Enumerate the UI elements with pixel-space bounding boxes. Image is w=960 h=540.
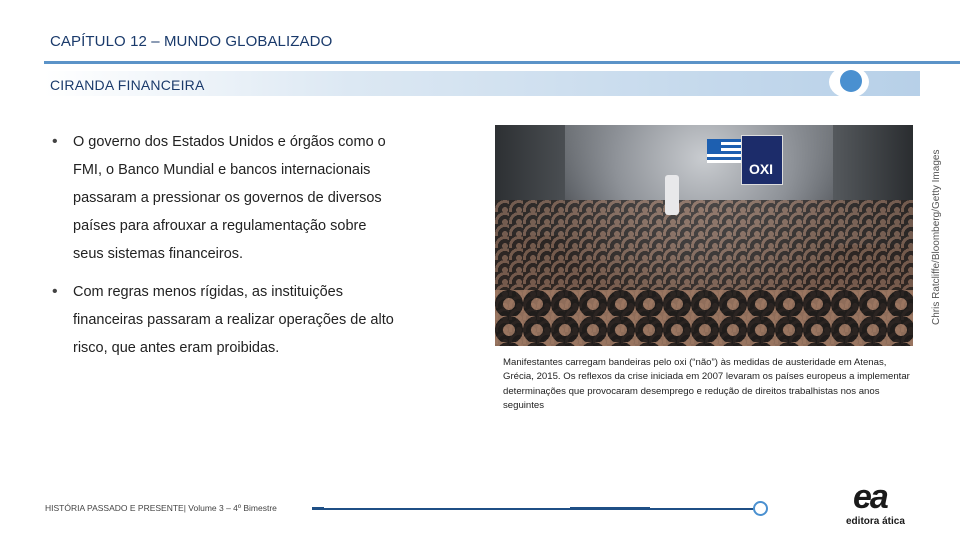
bullet-marker: • xyxy=(52,133,58,150)
bullet-item-2 xyxy=(52,278,452,362)
editora-logo-icon: ea xyxy=(853,478,887,516)
bullet-line: financeiras passaram a realizar operações de alto xyxy=(73,312,394,328)
bullet-line: Com regras menos rígidas, as instituições xyxy=(73,284,343,300)
bullet-line: risco, que antes eram proibidas. xyxy=(73,340,280,356)
photo-crowd-front xyxy=(495,290,913,346)
bullet-marker: • xyxy=(52,283,58,300)
bullet-line: passaram a pressionar os governos de diversos xyxy=(73,190,382,206)
bullet-line: países para afrouxar a regulamentação sobre xyxy=(73,218,367,234)
bullet-line: FMI, o Banco Mundial e bancos internacionais xyxy=(73,162,371,178)
protest-photo xyxy=(495,125,913,346)
bullet-line: O governo dos Estados Unidos e órgãos como o xyxy=(73,134,386,150)
section-circle-icon xyxy=(840,70,862,92)
protest-sign-text: OXI xyxy=(748,161,774,177)
editora-logo-text: editora ática xyxy=(846,516,905,527)
bullet-line: seus sistemas financeiros. xyxy=(73,246,244,262)
footer-line-accent xyxy=(570,507,650,510)
photo-caption: Manifestantes carregam bandeiras pelo oxi (“não”) às medidas de austeridade em Atenas, Grécia, 2015. Os reflexos da crise iniciada em 2007 levaram os países europeus a implementar determinações que provocaram desemprego e redução de direitos trabalhistas nos anos seguintes xyxy=(503,357,910,411)
footer-text: HISTÓRIA PASSADO E PRESENTE| Volume 3 – 4º Bimestre xyxy=(45,503,277,513)
photo-pole xyxy=(665,175,679,215)
bullet-list xyxy=(52,128,452,372)
section-title: CIRANDA FINANCEIRA xyxy=(50,77,205,93)
title-rule xyxy=(44,61,960,64)
greek-flag-canton xyxy=(707,139,721,151)
footer-circle-icon xyxy=(753,501,768,516)
chapter-title: CAPÍTULO 12 – MUNDO GLOBALIZADO xyxy=(50,33,333,50)
photo-credit: Chris Ratcliffe/Bloomberg/Getty Images xyxy=(931,149,942,325)
footer-line xyxy=(320,508,756,510)
photo-credit-wrap xyxy=(921,115,941,325)
bullet-item-1 xyxy=(52,128,452,268)
protest-sign xyxy=(741,135,783,185)
